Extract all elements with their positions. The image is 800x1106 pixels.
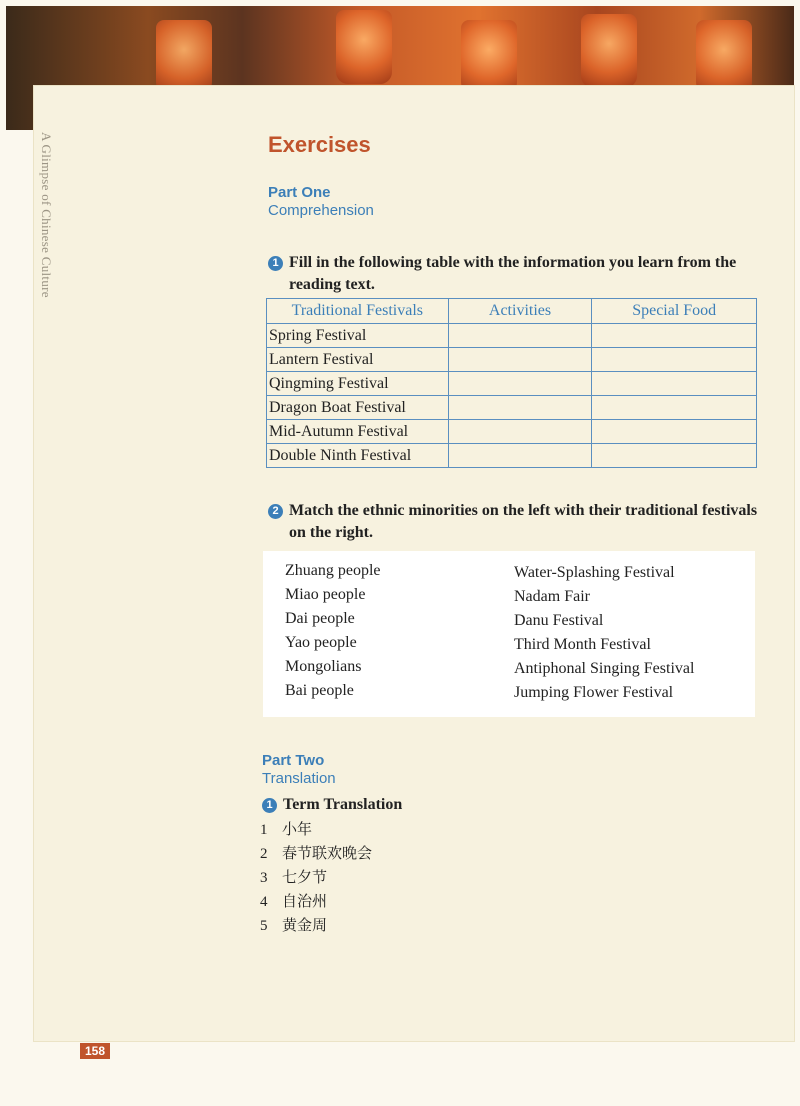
question-1 bbox=[268, 252, 758, 296]
festival-cell: Dragon Boat Festival bbox=[267, 396, 449, 420]
activities-cell[interactable] bbox=[448, 420, 592, 444]
question-2-text-line2: on the right. bbox=[289, 524, 373, 541]
term-number: 4 bbox=[260, 894, 268, 910]
list-item[interactable]: Water-Splashing Festival bbox=[514, 564, 675, 581]
lantern-decoration bbox=[336, 10, 392, 84]
table-row bbox=[267, 420, 757, 444]
festival-cell: Double Ninth Festival bbox=[267, 444, 449, 468]
list-item[interactable]: Miao people bbox=[285, 586, 366, 603]
list-item[interactable]: Bai people bbox=[285, 682, 354, 699]
table-header: Activities bbox=[448, 299, 592, 324]
activities-cell[interactable] bbox=[448, 324, 592, 348]
term-translation-title: Term Translation bbox=[283, 796, 403, 813]
term-number: 5 bbox=[260, 918, 268, 934]
list-item[interactable]: Antiphonal Singing Festival bbox=[514, 660, 695, 677]
activities-cell[interactable] bbox=[448, 396, 592, 420]
table-row bbox=[267, 396, 757, 420]
term-number: 2 bbox=[260, 846, 268, 862]
special-food-cell[interactable] bbox=[592, 348, 757, 372]
term-text: 自治州 bbox=[282, 894, 328, 910]
special-food-cell[interactable] bbox=[592, 372, 757, 396]
activities-cell[interactable] bbox=[448, 444, 592, 468]
list-item bbox=[260, 866, 372, 890]
question-number-badge: 2 bbox=[268, 504, 283, 519]
list-item[interactable]: Dai people bbox=[285, 610, 355, 627]
question-number-badge: 1 bbox=[268, 256, 283, 271]
table-row bbox=[267, 324, 757, 348]
special-food-cell[interactable] bbox=[592, 444, 757, 468]
list-item[interactable]: Jumping Flower Festival bbox=[514, 684, 674, 701]
matching-box bbox=[263, 551, 755, 717]
activities-cell[interactable] bbox=[448, 348, 592, 372]
list-item[interactable]: Mongolians bbox=[285, 658, 362, 675]
table-row bbox=[267, 444, 757, 468]
question-1-text-line1: Fill in the following table with the information you learn from the bbox=[289, 254, 737, 271]
special-food-cell[interactable] bbox=[592, 396, 757, 420]
question-term-translation bbox=[262, 794, 402, 816]
list-item[interactable]: Yao people bbox=[285, 634, 357, 651]
list-item[interactable]: Nadam Fair bbox=[514, 588, 590, 605]
lantern-decoration bbox=[696, 20, 752, 94]
part-one-title: Part One bbox=[268, 184, 331, 201]
lantern-decoration bbox=[156, 20, 212, 94]
festival-cell: Spring Festival bbox=[267, 324, 449, 348]
table-row bbox=[267, 348, 757, 372]
list-item bbox=[260, 890, 372, 914]
table-row bbox=[267, 372, 757, 396]
part-one-heading bbox=[268, 184, 374, 220]
list-item[interactable]: Third Month Festival bbox=[514, 636, 651, 653]
special-food-cell[interactable] bbox=[592, 420, 757, 444]
term-number: 1 bbox=[260, 822, 268, 838]
list-item[interactable]: Zhuang people bbox=[285, 562, 381, 579]
part-two-title: Part Two bbox=[262, 752, 325, 769]
list-item bbox=[260, 842, 372, 866]
part-two-heading bbox=[262, 752, 336, 788]
term-text: 七夕节 bbox=[282, 870, 328, 886]
question-1-text-line2: reading text. bbox=[289, 276, 375, 293]
list-item bbox=[260, 818, 372, 842]
festival-cell: Qingming Festival bbox=[267, 372, 449, 396]
lantern-decoration bbox=[461, 20, 517, 94]
part-two-subtitle: Translation bbox=[262, 770, 336, 787]
term-number: 3 bbox=[260, 870, 268, 886]
festival-cell: Mid-Autumn Festival bbox=[267, 420, 449, 444]
festival-table bbox=[266, 298, 757, 468]
term-text: 黄金周 bbox=[282, 918, 328, 934]
ethnic-minorities-list bbox=[285, 559, 381, 703]
question-2 bbox=[268, 500, 763, 544]
festival-cell: Lantern Festival bbox=[267, 348, 449, 372]
traditional-festivals-list bbox=[514, 561, 694, 705]
table-header: Traditional Festivals bbox=[267, 299, 449, 324]
question-2-text-line1: Match the ethnic minorities on the left with their traditional festivals bbox=[289, 502, 758, 519]
activities-cell[interactable] bbox=[448, 372, 592, 396]
term-text: 春节联欢晚会 bbox=[282, 846, 373, 862]
lantern-decoration bbox=[581, 14, 637, 88]
list-item bbox=[260, 914, 372, 938]
side-running-title: A Glimpse of Chinese Culture bbox=[39, 132, 54, 298]
page-number: 158 bbox=[80, 1043, 110, 1059]
table-header: Special Food bbox=[592, 299, 757, 324]
list-item[interactable]: Danu Festival bbox=[514, 612, 604, 629]
question-number-badge: 1 bbox=[262, 798, 277, 813]
term-text: 小年 bbox=[282, 822, 313, 838]
page-title: Exercises bbox=[268, 132, 371, 157]
term-list bbox=[260, 818, 372, 938]
special-food-cell[interactable] bbox=[592, 324, 757, 348]
table-header-row bbox=[267, 299, 757, 324]
part-one-subtitle: Comprehension bbox=[268, 202, 374, 219]
